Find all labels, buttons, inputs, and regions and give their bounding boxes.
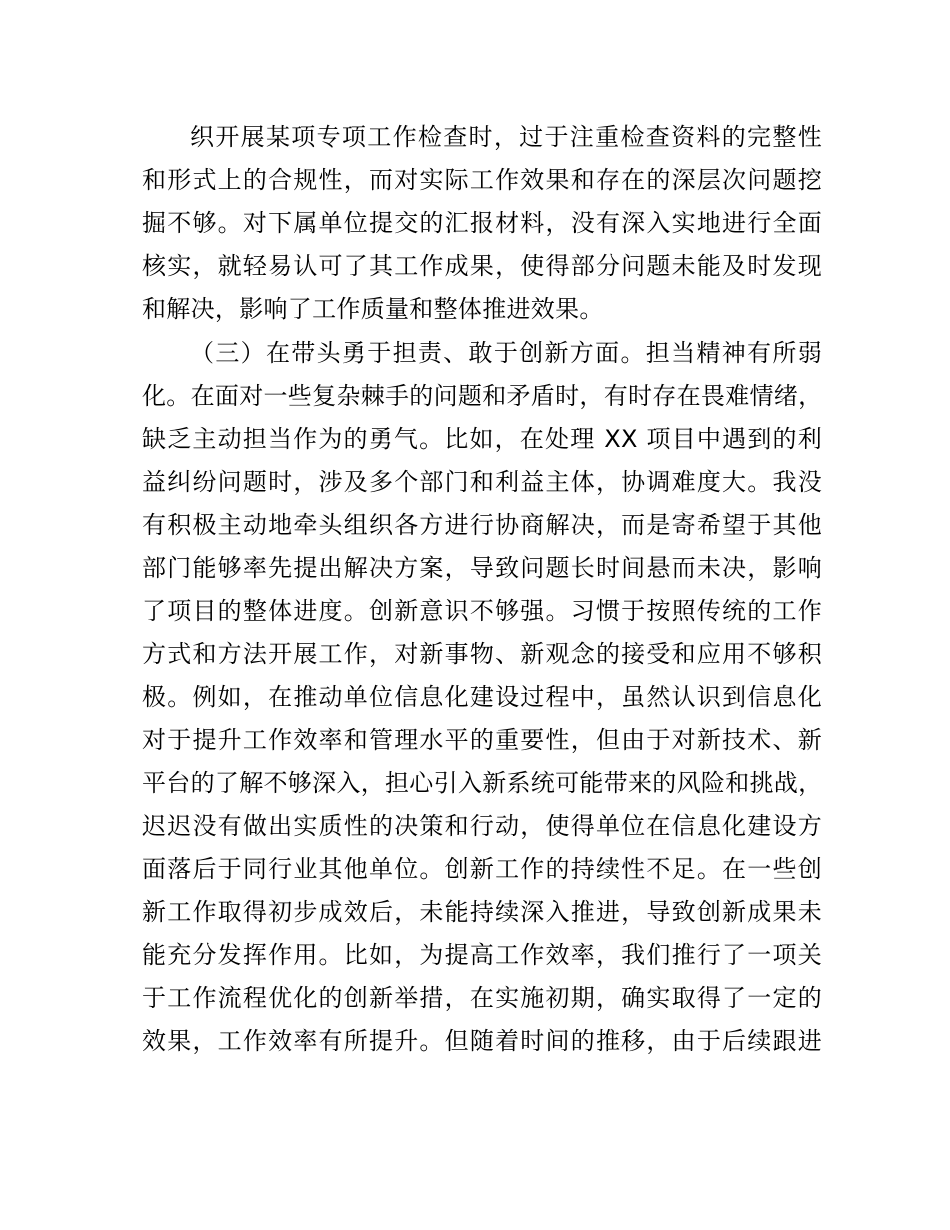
- paragraph-line: 平台的了解不够深入，担心引入新系统可能带来的风险和挑战，: [142, 769, 823, 797]
- paragraph-line: 部门能够率先提出解决方案，导致问题长时间悬而未决，影响: [142, 554, 822, 582]
- paragraph-2: [142, 332, 822, 1063]
- paragraph-line: 核实，就轻易认可了其工作成果，使得部分问题未能及时发现: [142, 252, 822, 280]
- paragraph-line: 和形式上的合规性，而对实际工作效果和存在的深层次问题挖: [142, 166, 822, 194]
- paragraph-line: 织开展某项专项工作检查时，过于注重检查资料的完整性: [190, 123, 822, 151]
- paragraph-line: 极。例如，在推动单位信息化建设过程中，虽然认识到信息化: [142, 683, 822, 711]
- paragraph-line: 了项目的整体进度。创新意识不够强。习惯于按照传统的工作: [142, 597, 822, 625]
- paragraph-line: 新工作取得初步成效后，未能持续深入推进，导致创新成果未: [142, 898, 822, 926]
- paragraph-1: [142, 116, 822, 331]
- paragraph-line: 面落后于同行业其他单位。创新工作的持续性不足。在一些创: [142, 855, 822, 883]
- paragraph-line: 和解决，影响了工作质量和整体推进效果。: [142, 295, 604, 323]
- paragraph-line: 化。在面对一些复杂棘手的问题和矛盾时，有时存在畏难情绪，: [142, 382, 823, 410]
- paragraph-line: 效果，工作效率有所提升。但随着时间的推移，由于后续跟进: [142, 1027, 822, 1055]
- paragraph-line: 益纠纷问题时，涉及多个部门和利益主体，协调难度大。我没: [142, 468, 822, 496]
- paragraph-line: 对于提升工作效率和管理水平的重要性，但由于对新技术、新: [142, 726, 822, 754]
- paragraph-line: 于工作流程优化的创新举措，在实施初期，确实取得了一定的: [142, 984, 822, 1012]
- paragraph-line: 缺乏主动担当作为的勇气。比如，在处理 XX 项目中遇到的利: [142, 425, 822, 453]
- paragraph-line: 掘不够。对下属单位提交的汇报材料，没有深入实地进行全面: [142, 209, 822, 237]
- paragraph-line: 有积极主动地牵头组织各方进行协商解决，而是寄希望于其他: [142, 511, 822, 539]
- paragraph-line: 方式和方法开展工作，对新事物、新观念的接受和应用不够积: [142, 640, 822, 668]
- paragraph-line: 迟迟没有做出实质性的决策和行动，使得单位在信息化建设方: [142, 812, 822, 840]
- paragraph-line: 能充分发挥作用。比如，为提高工作效率，我们推行了一项关: [142, 941, 822, 969]
- paragraph-line: （三）在带头勇于担责、敢于创新方面。担当精神有所弱: [190, 339, 822, 367]
